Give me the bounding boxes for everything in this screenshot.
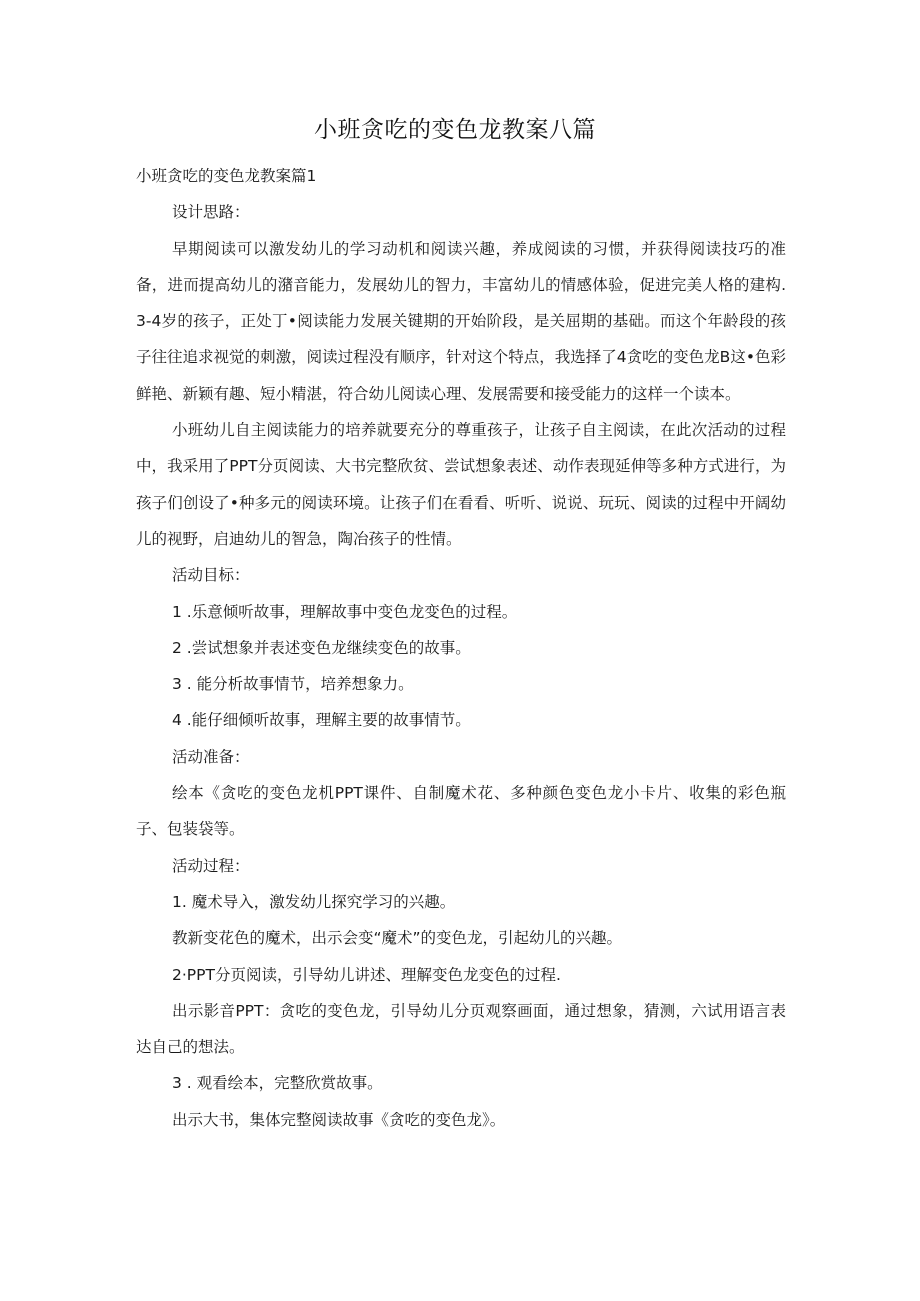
document-title: 小班贪吃的变色龙教案八篇 bbox=[314, 117, 596, 143]
goal-item-3: 3 . 能分析故事情节，培养想象力。 bbox=[172, 675, 414, 694]
process-step-2-detail: 出示影音PPT：贪吃的变色龙，引导幼儿分页观察画面，通过想象，猜测，六试用语言表达自己的想法。 bbox=[136, 1001, 786, 1057]
paragraph-goals-label: 活动目标： bbox=[172, 566, 250, 585]
paragraph-process-label: 活动过程： bbox=[172, 856, 250, 875]
paragraph-design-1: 早期阅读可以激发幼儿的学习动机和阅读兴趣，养成阅读的习惯，并获得阅读技巧的准备，进而提高幼儿的潴音能力，发展幼儿的智力，丰富幼儿的情感体验，促进完美人格的建构. 3-4岁的孩子，正处丁•阅读能力发展关键期的开始阶段，是关屈期的基础。而这个年龄段的孩子往往追求视觉的刺激，阅读过程没有顺序，针对这个特点，我选择了4贪吃的变色龙B这•色彩鲜艳、新颖有趣、短小精湛，符合幼儿阅读心理、发展需要和接受能力的这样一个读本。 bbox=[136, 239, 786, 403]
process-step-2: 2·PPT分页阅读，引导幼儿讲述、理解变色龙变色的过程. bbox=[172, 965, 561, 984]
goal-item-1: 1 .乐意倾听故事，理解故事中变色龙变色的过程。 bbox=[172, 602, 518, 621]
process-step-3: 3 . 观看绘本，完整欣赏故事。 bbox=[172, 1074, 383, 1093]
document-body bbox=[136, 158, 786, 1138]
paragraph-design-2: 小班幼儿自主阅读能力的培养就要充分的尊重孩子，让孩子自主阅读，在此次活动的过程中，我采用了PPT分页阅读、大书完整欣贫、尝试想象表述、动作表现延伸等多种方式进行，为孩子们创设了•种多元的阅读环境。让孩子们在看看、听听、说说、玩玩、阅读的过程中开阔幼儿的视野，启迪幼儿的智急，陶冶孩子的性情。 bbox=[136, 421, 786, 548]
section-heading: 小班贪吃的变色龙教案篇1 bbox=[136, 167, 317, 185]
goal-item-4: 4 .能仔细倾听故事，理解主要的故事情节。 bbox=[172, 711, 471, 730]
goal-item-2: 2 .尝试想象并表述变色龙继续变色的故事。 bbox=[172, 638, 471, 657]
paragraph-prep: 绘本《贪吃的变色龙机PPT课件、自制魔术花、多种颜色变色龙小卡片、收集的彩色瓶子、包装袋等。 bbox=[136, 784, 786, 839]
process-step-1-detail: 教新变花色的魔术，出示会变“魔术”的变色龙，引起幼儿的兴趣。 bbox=[172, 929, 623, 948]
process-step-3-detail: 出示大书，集体完整阅读故事《贪吃的变色龙》。 bbox=[172, 1110, 506, 1129]
paragraph-prep-label: 活动准备： bbox=[172, 747, 250, 766]
paragraph-design-label: 设计思路： bbox=[172, 203, 250, 222]
process-step-1: 1. 魔术导入，激发幼儿探究学习的兴趣。 bbox=[172, 892, 456, 911]
